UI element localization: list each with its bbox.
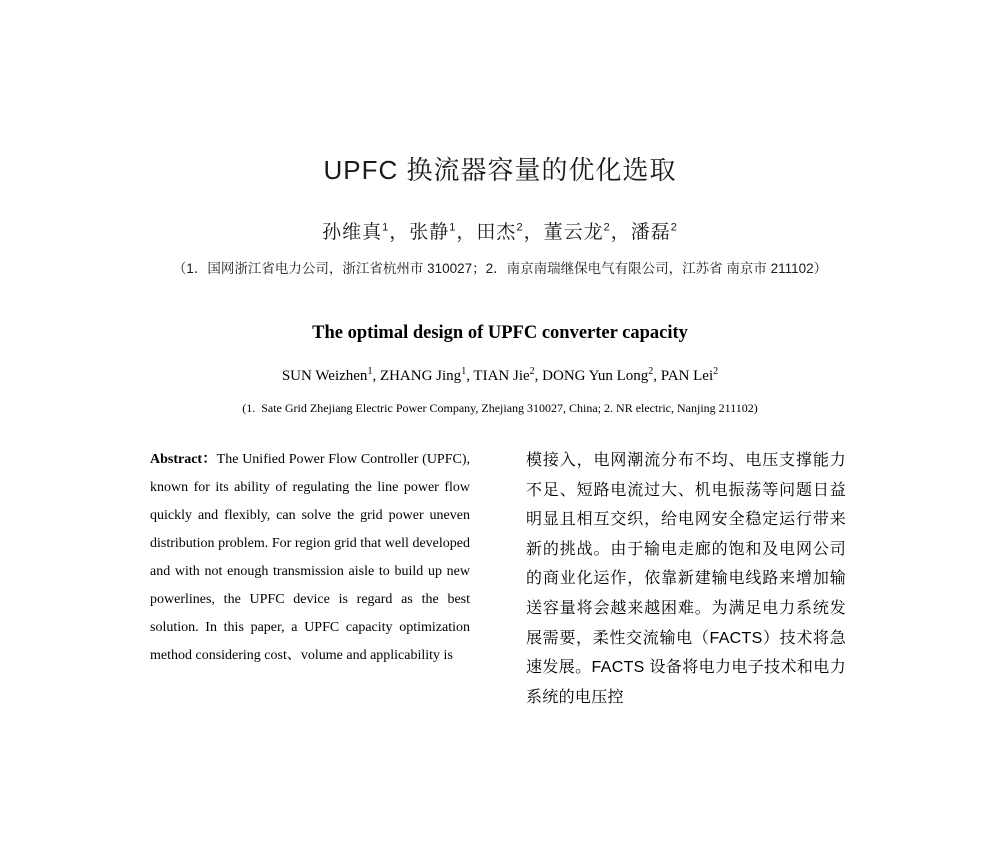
body-columns (150, 446, 850, 712)
author-en-2-sup: 1 (461, 365, 467, 377)
intro-paragraph: 模接入，电网潮流分布不均、电压支撑能力不足、短路电流过大、机电振荡等问题日益明显且相互交织，给电网安全稳定运行带来新的挑战。由于输电走廊的饱和及电网公司的商业化运作，依靠新建输电线路来增加输送容量将会越来越困难。为满足电力系统发展需要，柔性交流输电（FACTS）技术将急速发展。FACTS 设备将电力电子技术和电力系统的电压控 (526, 451, 846, 706)
abstract-text: The Unified Power Flow Controller (UPFC), known for its ability of regulating the line power flow quickly and flexibly, can solve the grid power uneven distribution problem. For region grid that well developed and with not enough transmission aisle to build up new powerlines, the UPFC device is regard as the best solution. In this paper, a UPFC capacity optimization method considering cost、volume and applicability is (150, 451, 470, 663)
author-cn-4: ，董云龙 (523, 222, 604, 243)
authors-en (150, 366, 850, 385)
author-en-3: , TIAN Jie (466, 367, 530, 384)
abstract-label: Abstract： (150, 451, 217, 467)
author-en-4-sup: 2 (648, 365, 654, 377)
affiliation-en (150, 401, 850, 416)
author-en-5-sup: 2 (713, 365, 719, 377)
authors-cn (150, 217, 850, 244)
affiliation-en-text: Sate Grid Zhejiang Electric Power Company, Zhejiang 310027, China; 2. NR electric, Nanjing 211102) (261, 400, 758, 415)
author-cn-5-sup: 2 (670, 221, 678, 234)
affiliation-cn: （1．国网浙江省电力公司，浙江省杭州市 310027；2．南京南瑞继保电气有限公司，江苏省 南京市 211102） (172, 261, 828, 276)
author-en-4: , DONG Yun Long (534, 367, 649, 384)
page-title-cn: UPFC 换流器容量的优化选取 (323, 155, 677, 185)
author-en-5: , PAN Lei (653, 367, 714, 384)
author-cn-1: 孙维真 (322, 222, 383, 243)
author-cn-3: ，田杰 (456, 222, 517, 243)
author-cn-2: ，张静 (389, 222, 450, 243)
author-en-2: , ZHANG Jing (372, 367, 462, 384)
intro-column (526, 446, 846, 712)
author-cn-3-sup: 2 (516, 221, 524, 234)
author-en-3-sup: 2 (529, 365, 535, 377)
paper-page (0, 150, 1000, 864)
author-en-1-sup: 1 (367, 365, 373, 377)
author-cn-2-sup: 1 (449, 221, 457, 234)
author-cn-4-sup: 2 (603, 221, 611, 234)
author-cn-5: ，潘磊 (610, 222, 671, 243)
author-cn-1-sup: 1 (382, 221, 390, 234)
affiliation-en-num: (1. (242, 400, 256, 415)
abstract-column (150, 446, 470, 712)
abstract-paragraph (150, 446, 470, 670)
page-title-en: The optimal design of UPFC converter capacity (312, 322, 688, 343)
author-en-1: SUN Weizhen (281, 367, 368, 384)
